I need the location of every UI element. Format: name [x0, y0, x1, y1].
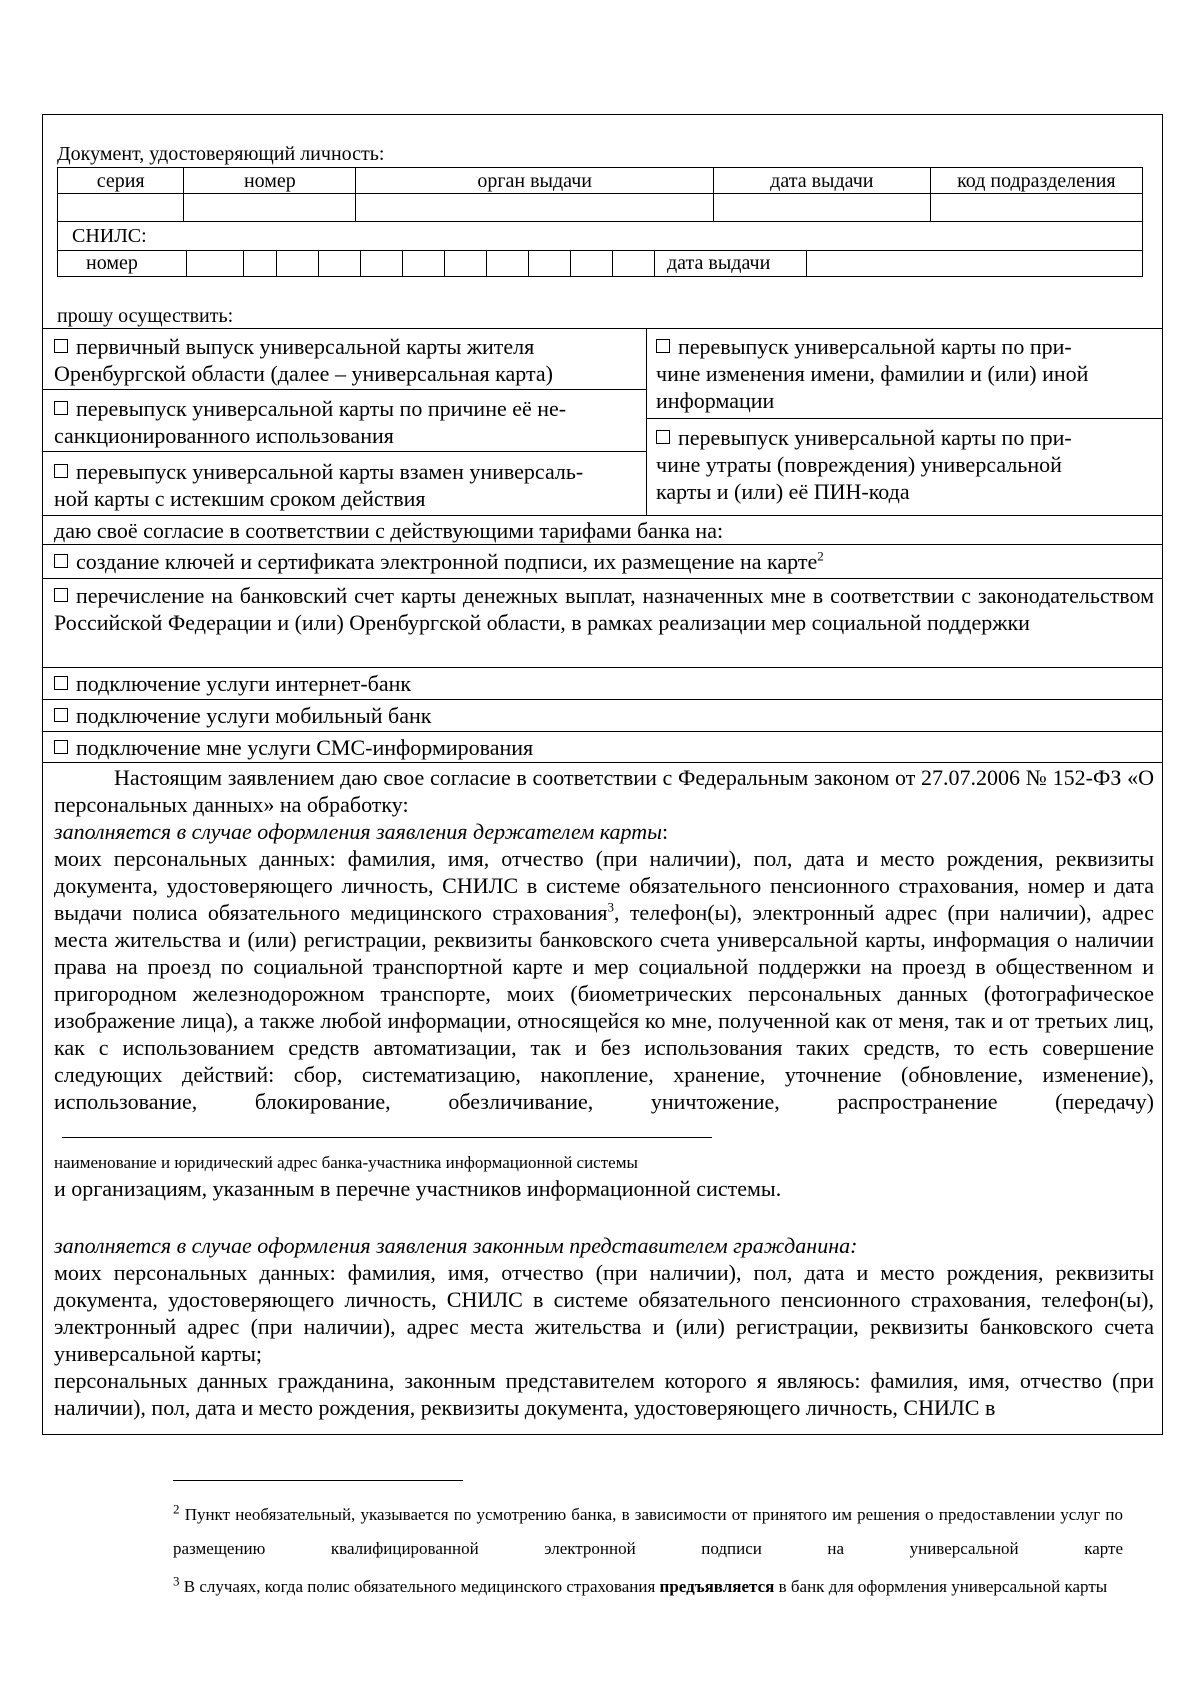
checkbox[interactable]	[656, 339, 670, 353]
consent-internet-bank[interactable]: подключение услуги интернет-банк	[54, 670, 1154, 697]
pd-rep-text: моих персональных данных: фамилия, имя, отчество (при наличии), пол, дата и место рождения, реквизиты документа, удостоверяющего личность, СНИЛС в системе обязательного пенсионного страхования, телефон(ы), электронный адрес (при наличии), адрес места жительства и (или) регистрации, реквизиты банковского счета универсальной карты;	[54, 1260, 1154, 1366]
header-issuer: орган выдачи	[356, 168, 714, 194]
snils-number-field[interactable]	[187, 251, 806, 275]
division-code-field[interactable]	[930, 194, 1142, 222]
request-option-reissue-name-change[interactable]: перевыпуск универсальной карты по при- чине изменения имени, фамилии и (или) иной информации	[656, 334, 1089, 413]
consent-mobile-bank[interactable]: подключение услуги мобильный банк	[54, 702, 1154, 729]
checkbox[interactable]	[54, 554, 68, 568]
consent-payments[interactable]: перечисление на банковский счет карты денежных выплат, назначенных мне в соответствии с законодательством Российской Федерации и (или) Оренбургской области, в рамках реализации мер социальной поддержки	[54, 583, 1154, 635]
header-division-code: код подразделения	[930, 168, 1142, 194]
identity-title: Документ, удостоверяющий личность:	[57, 143, 385, 165]
request-option-reissue-unauthorized[interactable]: перевыпуск универсальной карты по причине её не- санкционированного использования	[54, 396, 567, 448]
checkbox[interactable]	[54, 676, 68, 690]
request-option-first-issue[interactable]: первичный выпуск универсальной карты жителя Оренбургской области (далее – универсальная карта)	[54, 334, 553, 386]
snils-right-border	[1142, 222, 1143, 276]
footnote-separator	[173, 1480, 463, 1481]
footnote-3: $^3$ В случаях, когда полис обязательного медицинского страхования предъявляется в банк для оформления универсальной карты	[173, 1573, 1108, 1596]
checkbox[interactable]	[54, 740, 68, 754]
pd-holder-heading: заполняется в случае оформления заявления держателем карты:	[54, 819, 669, 844]
bank-name-field[interactable]	[62, 1119, 712, 1138]
pd-citizen-text: персональных данных гражданина, законным представителем которого я являюсь: фамилия, имя, отчество (при наличии), пол, дата и место рождения, реквизиты документа, удостоверяющего личность, СНИЛС в	[54, 1368, 1154, 1420]
pd-rep-heading: заполняется в случае оформления заявления законным представителем гражданина:	[54, 1233, 858, 1258]
pd-orgs: и организациям, указанным в перечне участников информационной системы.	[54, 1176, 782, 1201]
snils-number-label: номер	[86, 252, 138, 274]
checkbox[interactable]	[656, 430, 670, 444]
pd-intro: Настоящим заявлением даю свое согласие в соответствии с Федеральным законом от 27.07.2006 № 152-ФЗ «О персональных данных» на обработку:	[54, 765, 1154, 817]
header-issue-date: дата выдачи	[713, 168, 930, 194]
snils-date-label: дата выдачи	[667, 252, 771, 274]
issue-date-field[interactable]	[713, 194, 930, 222]
snils-left-border	[57, 222, 58, 276]
checkbox[interactable]	[54, 339, 68, 353]
series-field[interactable]	[58, 194, 184, 222]
snils-date-field[interactable]	[807, 251, 1142, 275]
consent-e-signature[interactable]: создание ключей и сертификата электронной подписи, их размещение на карте$^2$	[54, 548, 1154, 575]
checkbox[interactable]	[54, 708, 68, 722]
checkbox[interactable]	[54, 464, 68, 478]
checkbox[interactable]	[54, 588, 68, 602]
issuer-field[interactable]	[356, 194, 714, 222]
snils-label: СНИЛС:	[72, 225, 147, 247]
request-title: прошу осуществить:	[57, 305, 234, 327]
number-field[interactable]	[184, 194, 356, 222]
pd-holder-text: моих персональных данных: фамилия, имя, отчество (при наличии), пол, дата и место рождения, реквизиты документа, удостоверяющего личность, СНИЛС в системе обязательного пенсионного страхования, номер и дата выдачи полиса обязательного медицинского страхования$^3$, телефон(ы), электронный адрес (при наличии), адрес места жительства и (или) регистрации, реквизиты банковского счета универсальной карты, информация о наличии права на проезд по социальной транспортной карте и мер социальной поддержки на проезд в общественном и пригородном железнодорожном транспорте, моих (биометрических персональных данных (фотографическое изображение лица), а также любой информации, относящейся ко мне, полученной как от меня, так и от третьих лиц, как с использованием средств автоматизации, так и без использования таких средств, то есть совершение следующих действий: сбор, систематизацию, накопление, хранение, уточнение (обновление, изменение), использование, блокирование, обезличивание, уничтожение, распространение (передачу)	[54, 845, 1154, 1142]
consent-sms[interactable]: подключение мне услуги СМС-информирования	[54, 734, 1154, 761]
bank-name-caption: наименование и юридический адрес банка-участника информационной системы	[54, 1153, 638, 1172]
identity-table	[57, 167, 1143, 222]
request-option-reissue-expired[interactable]: перевыпуск универсальной карты взамен универсаль- ной карты с истекшим сроком действия	[54, 459, 584, 511]
consent-title: даю своё согласие в соответствии с действующими тарифами банка на:	[54, 518, 724, 543]
footnote-2: $^2$ Пункт необязательный, указывается по усмотрению банка, в зависимости от принятого им решения о предоставлении услуг по размещению квалифицированной электронной подписи на универсальной карте	[173, 1501, 1124, 1558]
header-number: номер	[184, 168, 356, 194]
checkbox[interactable]	[54, 401, 68, 415]
header-series: серия	[58, 168, 184, 194]
request-option-reissue-lost[interactable]: перевыпуск универсальной карты по при- чине утраты (повреждения) универсальной карты и (или) её ПИН-кода	[656, 425, 1072, 504]
